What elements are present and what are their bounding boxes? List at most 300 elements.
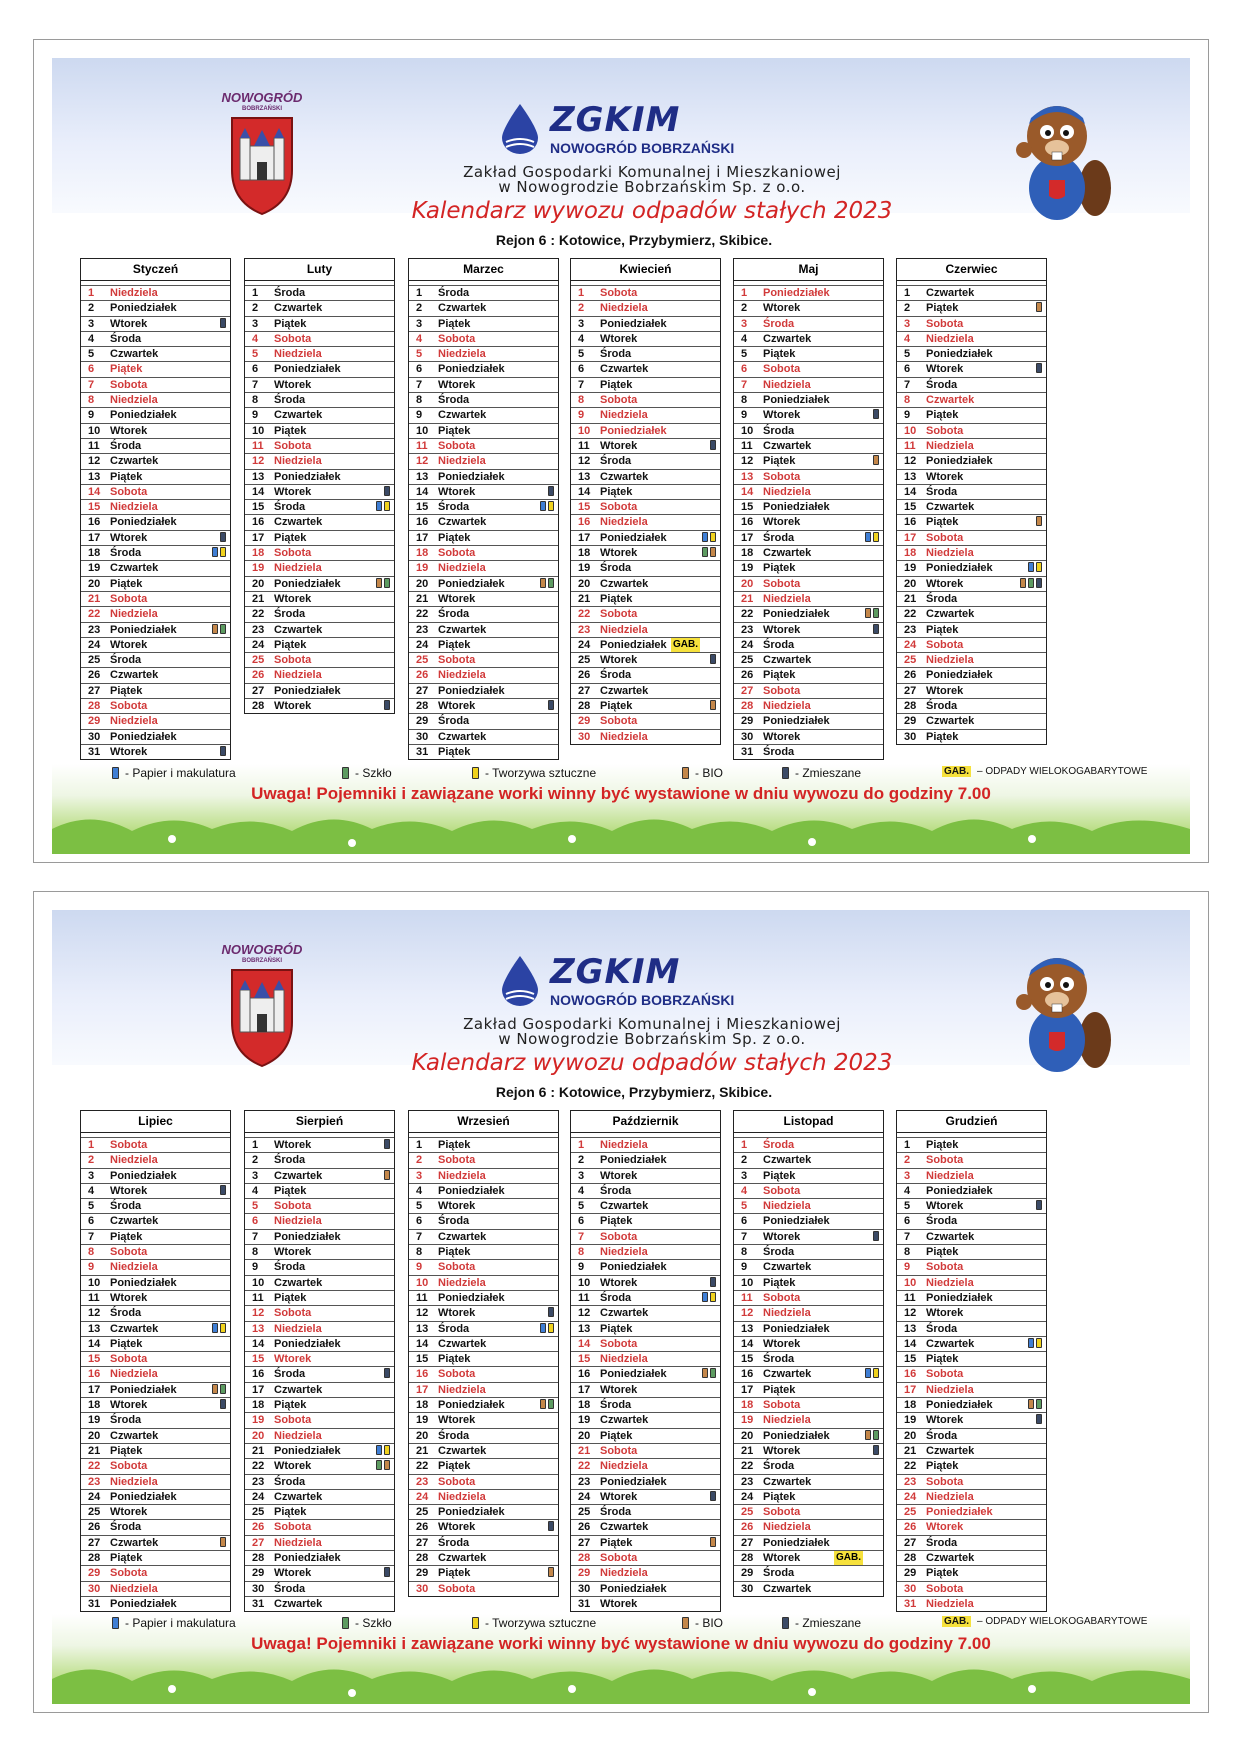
weekday-name: Piątek: [274, 531, 307, 544]
weekday-name: Czwartek: [926, 394, 975, 407]
day-number: 14: [578, 485, 591, 498]
day-row: [897, 1198, 1046, 1213]
day-row: [409, 1412, 558, 1427]
day-row: [571, 346, 720, 361]
day-row: [897, 622, 1046, 637]
day-row: [245, 1183, 394, 1198]
day-row: [734, 1458, 883, 1473]
weekday-name: Poniedziałek: [763, 608, 830, 621]
day-row: [81, 469, 230, 484]
day-row: [897, 1412, 1046, 1427]
day-number: 10: [741, 1276, 754, 1289]
day-number: 6: [904, 363, 911, 376]
day-number: 1: [741, 1139, 748, 1151]
day-row: [571, 1152, 720, 1167]
day-number: 25: [904, 1506, 917, 1519]
weekday-name: Piątek: [274, 317, 307, 330]
collection-bins: [1036, 363, 1042, 373]
day-row: [571, 392, 720, 407]
day-row: [897, 285, 1046, 300]
day-row: [409, 1305, 558, 1320]
day-number: 27: [578, 684, 591, 697]
bio-bin-icon: [540, 1399, 546, 1409]
day-row: [245, 453, 394, 468]
day-row: [81, 1305, 230, 1320]
day-number: 27: [741, 1536, 754, 1549]
collection-bins: [384, 700, 390, 710]
weekday-name: Niedziela: [274, 1536, 322, 1549]
day-number: 1: [578, 287, 585, 299]
day-number: 19: [904, 562, 917, 575]
day-row: [571, 1474, 720, 1489]
collection-warning: Uwaga! Pojemniki i zawiązane worki winny być wystawione w dniu wywozu do godziny 7.00: [251, 1634, 991, 1653]
day-row: [734, 560, 883, 575]
day-number: 23: [416, 1475, 429, 1488]
day-number: 30: [416, 730, 429, 743]
day-number: 12: [88, 455, 101, 468]
weekday-name: Wtorek: [274, 1460, 312, 1473]
zmieszane-bin-icon: [220, 532, 226, 542]
day-row: [571, 1443, 720, 1458]
collection-bins: [376, 578, 390, 588]
weekday-name: Środa: [763, 1246, 795, 1259]
day-row: [734, 346, 883, 361]
weekday-name: Poniedziałek: [274, 577, 341, 590]
bio-bin-icon: [710, 547, 716, 557]
weekday-name: Środa: [926, 700, 958, 713]
legend-bulky-label: – ODPADY WIELOKOGABARYTOWE: [977, 1616, 1148, 1627]
weekday-name: Środa: [926, 378, 958, 391]
day-row: [897, 560, 1046, 575]
day-number: 6: [88, 363, 95, 376]
weekday-name: Poniedziałek: [763, 287, 830, 299]
day-number: 22: [252, 608, 265, 621]
day-row: [409, 1443, 558, 1458]
weekday-name: Sobota: [763, 470, 801, 483]
day-number: 10: [741, 424, 754, 437]
day-number: 29: [252, 1567, 265, 1580]
day-row: [734, 622, 883, 637]
weekday-name: Wtorek: [600, 1490, 638, 1503]
weekday-name: Sobota: [110, 378, 148, 391]
day-row: [571, 622, 720, 637]
day-row: [734, 499, 883, 514]
weekday-name: Wtorek: [600, 1597, 638, 1610]
day-number: 17: [252, 531, 265, 544]
day-number: 3: [416, 1169, 423, 1182]
day-row: [734, 729, 883, 744]
day-number: 13: [578, 470, 591, 483]
day-row: [734, 377, 883, 392]
day-row: [81, 1443, 230, 1458]
day-row: [245, 1366, 394, 1381]
day-number: 2: [252, 1154, 259, 1167]
day-row: [571, 1229, 720, 1244]
day-row: [409, 698, 558, 713]
day-row: [245, 1305, 394, 1320]
day-row: [81, 683, 230, 698]
day-row: [81, 514, 230, 529]
day-number: 29: [741, 715, 754, 728]
weekday-name: Piątek: [110, 470, 143, 483]
day-row: [245, 1550, 394, 1565]
day-number: 27: [904, 1536, 917, 1549]
day-number: 27: [88, 1536, 101, 1549]
month-table: [244, 258, 395, 714]
day-number: 25: [88, 1506, 101, 1519]
weekday-name: Sobota: [600, 608, 638, 621]
weekday-name: Poniedziałek: [438, 1291, 505, 1304]
zmieszane-bin-icon: [710, 1491, 716, 1501]
day-number: 27: [741, 684, 754, 697]
weekday-name: Sobota: [763, 1184, 801, 1197]
day-number: 20: [252, 577, 265, 590]
collection-bins: [1036, 1200, 1042, 1210]
day-row: [734, 1351, 883, 1366]
day-row: [245, 560, 394, 575]
day-row: [245, 1474, 394, 1489]
day-number: 19: [416, 1414, 429, 1427]
weekday-name: Czwartek: [438, 730, 487, 743]
day-row: [245, 392, 394, 407]
weekday-name: Czwartek: [600, 470, 649, 483]
day-number: 9: [416, 409, 423, 422]
niebieski-bin-icon: [1028, 562, 1034, 572]
day-row: [245, 1229, 394, 1244]
day-row: [409, 606, 558, 621]
day-row: [571, 1519, 720, 1534]
legend-glass-label: - Szkło: [355, 1616, 392, 1630]
day-number: 29: [904, 715, 917, 728]
legend-bio: [682, 1616, 723, 1630]
mixed-bin-icon: [782, 767, 789, 779]
day-row: [81, 1336, 230, 1351]
day-number: 17: [578, 1383, 591, 1396]
zmieszane-bin-icon: [548, 1307, 554, 1317]
legend-paper-label: - Papier i makulatura: [125, 766, 236, 780]
day-number: 1: [578, 1139, 585, 1151]
day-number: 2: [904, 302, 911, 315]
legend-plastic: [472, 766, 596, 780]
day-number: 25: [904, 654, 917, 667]
day-number: 23: [88, 623, 101, 636]
day-row: [571, 591, 720, 606]
day-row: [734, 1428, 883, 1443]
weekday-name: Czwartek: [110, 1429, 159, 1442]
day-number: 1: [741, 287, 748, 299]
collection-bins: [865, 1368, 879, 1378]
day-number: 21: [904, 592, 917, 605]
day-number: 20: [88, 577, 101, 590]
weekday-name: Poniedziałek: [438, 470, 505, 483]
day-row: [734, 361, 883, 376]
gab-badge: GAB.: [671, 638, 700, 652]
weekday-name: Czwartek: [763, 1475, 812, 1488]
weekday-name: Piątek: [274, 1184, 307, 1197]
collection-bins: [376, 501, 390, 511]
weekday-name: Niedziela: [926, 547, 974, 560]
weekday-name: Sobota: [274, 332, 312, 345]
day-row: [81, 1213, 230, 1228]
weekday-name: Poniedziałek: [274, 684, 341, 697]
day-number: 31: [416, 745, 429, 758]
day-row: [571, 1213, 720, 1228]
weekday-name: Wtorek: [438, 485, 476, 498]
day-number: 30: [416, 1582, 429, 1595]
day-row: [571, 1351, 720, 1366]
legend-mixed: [782, 1616, 861, 1630]
collection-bins: [220, 1537, 226, 1547]
weekday-name: Wtorek: [763, 1337, 801, 1350]
day-row: [81, 1168, 230, 1183]
day-row: [897, 1596, 1046, 1611]
weekday-name: Piątek: [274, 638, 307, 651]
weekday-name: Środa: [763, 424, 795, 437]
day-row: [245, 438, 394, 453]
day-number: 29: [578, 715, 591, 728]
weekday-name: Poniedziałek: [110, 409, 177, 422]
day-number: 23: [904, 1475, 917, 1488]
day-number: 8: [252, 1246, 259, 1259]
day-row: [81, 606, 230, 621]
zolty-bin-icon: [873, 1368, 879, 1378]
zmieszane-bin-icon: [384, 1139, 390, 1149]
weekday-name: Niedziela: [438, 1169, 486, 1182]
day-number: 12: [578, 1307, 591, 1320]
collection-bins: [1028, 1338, 1042, 1348]
day-number: 22: [416, 608, 429, 621]
day-row: [409, 300, 558, 315]
day-row: [897, 637, 1046, 652]
day-number: 26: [904, 669, 917, 682]
legend-mixed: [782, 766, 861, 780]
weekday-name: Niedziela: [438, 1490, 486, 1503]
day-number: 25: [252, 654, 265, 667]
day-row: [734, 637, 883, 652]
legend-paper-label: - Papier i makulatura: [125, 1616, 236, 1630]
day-row: [245, 1581, 394, 1596]
day-row: [897, 469, 1046, 484]
weekday-name: Wtorek: [763, 1552, 801, 1565]
crest-title: NOWOGRÓD: [221, 942, 303, 957]
day-row: [571, 514, 720, 529]
collection-bins: [702, 547, 716, 557]
weekday-name: Czwartek: [274, 409, 323, 422]
day-number: 2: [578, 1154, 585, 1167]
weekday-name: Sobota: [438, 1582, 476, 1595]
day-row: [897, 499, 1046, 514]
day-number: 27: [904, 684, 917, 697]
day-number: 27: [578, 1536, 591, 1549]
day-row: [734, 683, 883, 698]
weekday-name: Czwartek: [926, 1444, 975, 1457]
day-number: 13: [904, 470, 917, 483]
weekday-name: Środa: [438, 394, 470, 407]
day-number: 19: [252, 1414, 265, 1427]
day-row: [571, 1596, 720, 1611]
day-row: [571, 469, 720, 484]
weekday-name: Sobota: [110, 592, 148, 605]
weekday-name: Środa: [438, 287, 470, 299]
day-row: [245, 1428, 394, 1443]
month-table: [244, 1110, 395, 1612]
weekday-name: Czwartek: [926, 1337, 975, 1350]
day-row: [409, 1137, 558, 1152]
weekday-name: Sobota: [110, 1139, 148, 1151]
day-number: 20: [904, 1429, 917, 1442]
day-row: [245, 1213, 394, 1228]
day-number: 19: [904, 1414, 917, 1427]
weekday-name: Czwartek: [763, 1582, 812, 1595]
weekday-name: Środa: [110, 1200, 142, 1213]
weekday-name: Piątek: [926, 1460, 959, 1473]
day-number: 28: [88, 1552, 101, 1565]
weekday-name: Niedziela: [600, 1353, 648, 1366]
collection-bins: [1036, 516, 1042, 526]
weekday-name: Poniedziałek: [438, 363, 505, 376]
day-row: [571, 453, 720, 468]
day-number: 11: [741, 439, 753, 452]
collection-bins: [702, 532, 716, 542]
day-number: 24: [252, 638, 265, 651]
day-number: 28: [252, 700, 265, 713]
day-row: [897, 438, 1046, 453]
zolty-bin-icon: [384, 501, 390, 511]
weekday-name: Sobota: [274, 547, 312, 560]
day-row: [571, 606, 720, 621]
weekday-name: Sobota: [438, 1154, 476, 1167]
day-row: [571, 361, 720, 376]
weekday-name: Sobota: [600, 394, 638, 407]
day-row: [897, 1137, 1046, 1152]
day-row: [81, 713, 230, 728]
weekday-name: Sobota: [600, 1337, 638, 1350]
day-row: [897, 392, 1046, 407]
weekday-name: Środa: [274, 1475, 306, 1488]
day-row: [734, 316, 883, 331]
day-number: 4: [252, 332, 259, 345]
day-number: 26: [741, 669, 754, 682]
crest-title: NOWOGRÓD: [221, 90, 303, 105]
weekday-name: Czwartek: [926, 1230, 975, 1243]
zolty-bin-icon: [220, 1323, 226, 1333]
day-number: 7: [904, 1230, 911, 1243]
day-number: 15: [88, 1353, 101, 1366]
weekday-name: Poniedziałek: [926, 1291, 993, 1304]
day-row: [734, 744, 883, 759]
weekday-name: Poniedziałek: [926, 1506, 993, 1519]
weekday-name: Niedziela: [763, 485, 811, 498]
weekday-name: Niedziela: [926, 1597, 974, 1610]
gab-badge: GAB.: [944, 1616, 969, 1627]
day-number: 3: [741, 1169, 748, 1182]
day-number: 9: [252, 1261, 259, 1274]
day-row: [245, 1565, 394, 1580]
day-row: [409, 683, 558, 698]
day-row: [571, 1336, 720, 1351]
day-row: [245, 1535, 394, 1550]
day-row: [897, 1443, 1046, 1458]
weekday-name: Piątek: [274, 424, 307, 437]
weekday-name: Czwartek: [438, 1552, 487, 1565]
day-number: 24: [904, 1490, 917, 1503]
day-row: [245, 469, 394, 484]
weekday-name: Czwartek: [438, 409, 487, 422]
month-name: Czerwiec: [897, 259, 1046, 281]
day-number: 16: [252, 516, 265, 529]
day-row: [81, 622, 230, 637]
day-row: [897, 1168, 1046, 1183]
collection-bins: [376, 1460, 390, 1470]
day-row: [245, 1259, 394, 1274]
day-number: 15: [416, 501, 429, 514]
weekday-name: Sobota: [926, 424, 964, 437]
day-number: 11: [578, 439, 590, 452]
weekday-name: Niedziela: [926, 1276, 974, 1289]
weekday-name: Piątek: [438, 531, 471, 544]
day-number: 12: [904, 1307, 917, 1320]
day-number: 5: [252, 1200, 259, 1213]
zolty-bin-icon: [710, 532, 716, 542]
day-number: 1: [252, 1139, 259, 1151]
weekday-name: Sobota: [438, 1261, 476, 1274]
day-number: 2: [578, 302, 585, 315]
day-number: 31: [578, 1597, 591, 1610]
day-row: [734, 1474, 883, 1489]
weekday-name: Wtorek: [274, 1246, 312, 1259]
weekday-name: Czwartek: [110, 348, 159, 361]
weekday-name: Niedziela: [600, 1567, 648, 1580]
day-row: [571, 530, 720, 545]
weekday-name: Czwartek: [763, 1261, 812, 1274]
zmieszane-bin-icon: [220, 318, 226, 328]
zmieszane-bin-icon: [384, 1368, 390, 1378]
day-row: [245, 331, 394, 346]
weekday-name: Czwartek: [274, 302, 323, 315]
collection-bins: [548, 700, 554, 710]
weekday-name: Niedziela: [110, 287, 158, 299]
day-row: [409, 1458, 558, 1473]
day-number: 1: [416, 287, 423, 299]
weekday-name: Sobota: [926, 1475, 964, 1488]
weekday-name: Czwartek: [600, 1521, 649, 1534]
day-number: 18: [741, 547, 754, 560]
day-number: 28: [741, 1552, 754, 1565]
collection-bins: [384, 1567, 390, 1577]
glass-bin-icon: [342, 1617, 349, 1629]
day-number: 10: [88, 1276, 101, 1289]
day-row: [81, 1183, 230, 1198]
day-number: 7: [741, 1230, 748, 1243]
day-number: 28: [578, 1552, 591, 1565]
bio-bin-icon: [865, 1430, 871, 1440]
zmieszane-bin-icon: [384, 1567, 390, 1577]
day-row: [734, 407, 883, 422]
niebieski-bin-icon: [540, 501, 546, 511]
day-number: 26: [904, 1521, 917, 1534]
collection-bins: [710, 1491, 716, 1501]
weekday-name: Niedziela: [926, 332, 974, 345]
day-row: [81, 453, 230, 468]
day-number: 13: [904, 1322, 917, 1335]
day-row: [81, 1458, 230, 1473]
weekday-name: Środa: [110, 1307, 142, 1320]
day-row: [81, 744, 230, 759]
zmieszane-bin-icon: [220, 746, 226, 756]
weekday-name: Czwartek: [438, 302, 487, 315]
zielony-bin-icon: [873, 608, 879, 618]
collection-bins: [384, 486, 390, 496]
